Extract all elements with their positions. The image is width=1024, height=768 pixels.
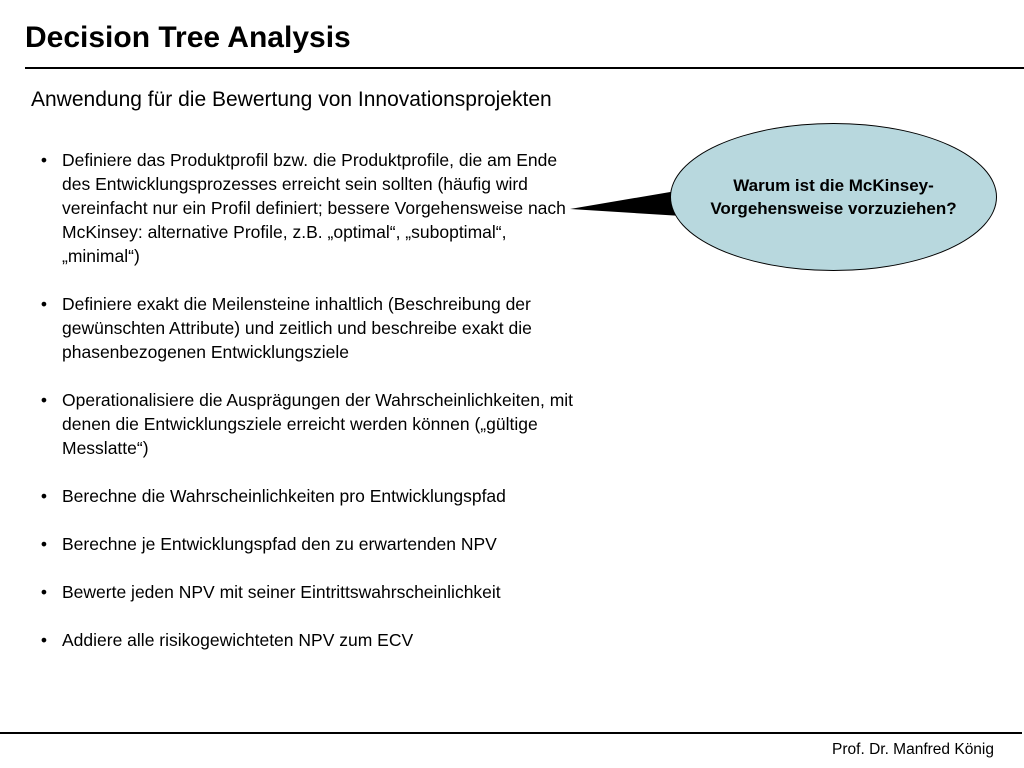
bullet-list: [38, 148, 604, 676]
bullet-item: [38, 388, 604, 460]
bullet-item: [38, 532, 604, 556]
bullet-item: [38, 580, 604, 604]
bullet-marker: •: [40, 150, 48, 170]
bullet-marker: •: [40, 486, 48, 506]
bullet-item: [38, 484, 604, 508]
footer-divider-line: [0, 732, 1022, 734]
bullet-marker: •: [40, 630, 48, 650]
callout-text: Warum ist die McKinsey-Vorgehensweise vorzuziehen?: [710, 176, 957, 218]
callout-pointer-triangle: [570, 190, 682, 220]
bullet-item: [38, 628, 604, 652]
bullet-text: Bewerte jeden NPV mit seiner Eintrittswahrscheinlichkeit: [62, 582, 501, 602]
bullet-text: Addiere alle risikogewichteten NPV zum ECV: [62, 630, 414, 650]
slide-subtitle: Anwendung für die Bewertung von Innovationsprojekten: [31, 88, 552, 111]
footer-author: Prof. Dr. Manfred König: [832, 741, 994, 758]
bullet-text: Berechne je Entwicklungspfad den zu erwartenden NPV: [62, 534, 497, 554]
bullet-marker: •: [40, 582, 48, 602]
bullet-marker: •: [40, 294, 48, 314]
bullet-marker: •: [40, 390, 48, 410]
bullet-marker: •: [40, 534, 48, 554]
bullet-item: [38, 148, 604, 268]
title-divider-line: [25, 67, 1024, 69]
bullet-text: Definiere das Produktprofil bzw. die Produktprofile, die am Ende des Entwicklungsprozesses erreicht sein sollten (häufig wird vereinfacht nur ein Profil definiert; bessere Vorgehensweise nach McKinsey: alternative Profile, z.B. „optimal“, „suboptimal“, „minimal“): [62, 150, 566, 266]
callout-ellipse: [670, 123, 997, 271]
bullet-text: Definiere exakt die Meilensteine inhaltlich (Beschreibung der gewünschten Attribute) und zeitlich und beschreibe exakt die phasenbezogenen Entwicklungsziele: [62, 294, 532, 362]
bullet-text: Operationalisiere die Ausprägungen der Wahrscheinlichkeiten, mit denen die Entwicklungsziele erreicht werden können („gültige Messlatte“): [62, 390, 574, 458]
bullet-text: Berechne die Wahrscheinlichkeiten pro Entwicklungspfad: [62, 486, 506, 506]
slide-title: Decision Tree Analysis: [25, 21, 351, 54]
bullet-item: [38, 292, 604, 364]
